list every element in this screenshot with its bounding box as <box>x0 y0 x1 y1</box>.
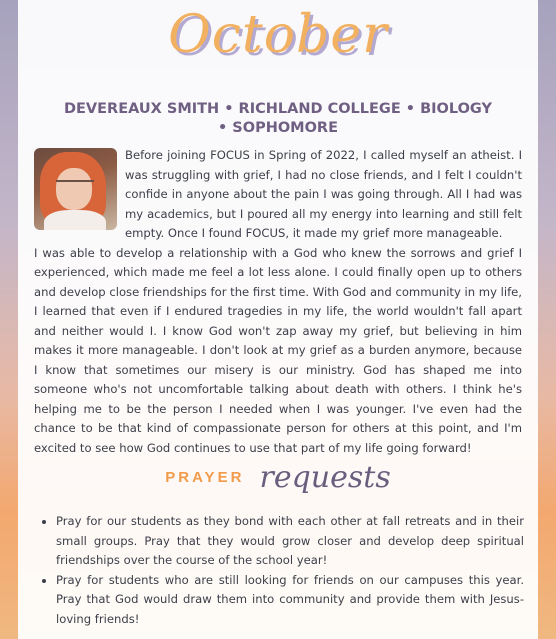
photo-glasses <box>56 180 94 192</box>
testimony-story <box>34 146 522 458</box>
newsletter-page <box>18 0 538 639</box>
prayer-requests-heading <box>18 460 538 500</box>
prayer-heading-word: PRAYER <box>165 469 245 486</box>
student-photo <box>34 148 117 230</box>
page-title: October <box>168 5 388 65</box>
student-byline: DEVEREAUX SMITH • RICHLAND COLLEGE • BIOLOGY • SOPHOMORE <box>63 101 493 136</box>
story-paragraph-2: I was able to develop a relationship with a God who knew the sorrows and grief I experienced, which made me feel a lot less alone. I could finally open up to others and develop close friendships for the first time. With God and community in my life, I learned that even if I endured tragedies in my life, the world wouldn't fall apart and neither would I. I know God won't zap away my grief, but believing in him makes it more manageable. I don't look at my grief as a burden anymore, because I know that sometimes our misery is our ministry. God has shaped me into someone who's not uncomfortable talking about death with others. I think he's helping me to be the person I needed when I was younger. I've even had the chance to be that kind of compassionate person for others at this point, and I'm excited to see how God continues to use that part of my life going forward! <box>34 245 522 455</box>
story-paragraph-1: Before joining FOCUS in Spring of 2022, I called myself an atheist. I was struggling with grief, I had no close friends, and I felt I couldn't confide in anyone about the pain I was going through. All I had was my academics, but I poured all my energy into learning and still felt empty. Once I found FOCUS, it made my grief more manageable. <box>125 148 522 240</box>
prayer-item: • Pray for our students as they bond with each other at fall retreats and in their small groups. Pray that they would grow closer and develop deep spiritual friendships over the course of the school year! <box>56 512 524 571</box>
prayer-list <box>34 512 524 629</box>
requests-heading-word: requests <box>259 460 391 495</box>
prayer-item: • Pray for students who are still looking for friends on our campuses this year. Pray that God would draw them into community and provide them with Jesus-loving friends! <box>56 571 524 630</box>
photo-shirt <box>44 210 106 230</box>
